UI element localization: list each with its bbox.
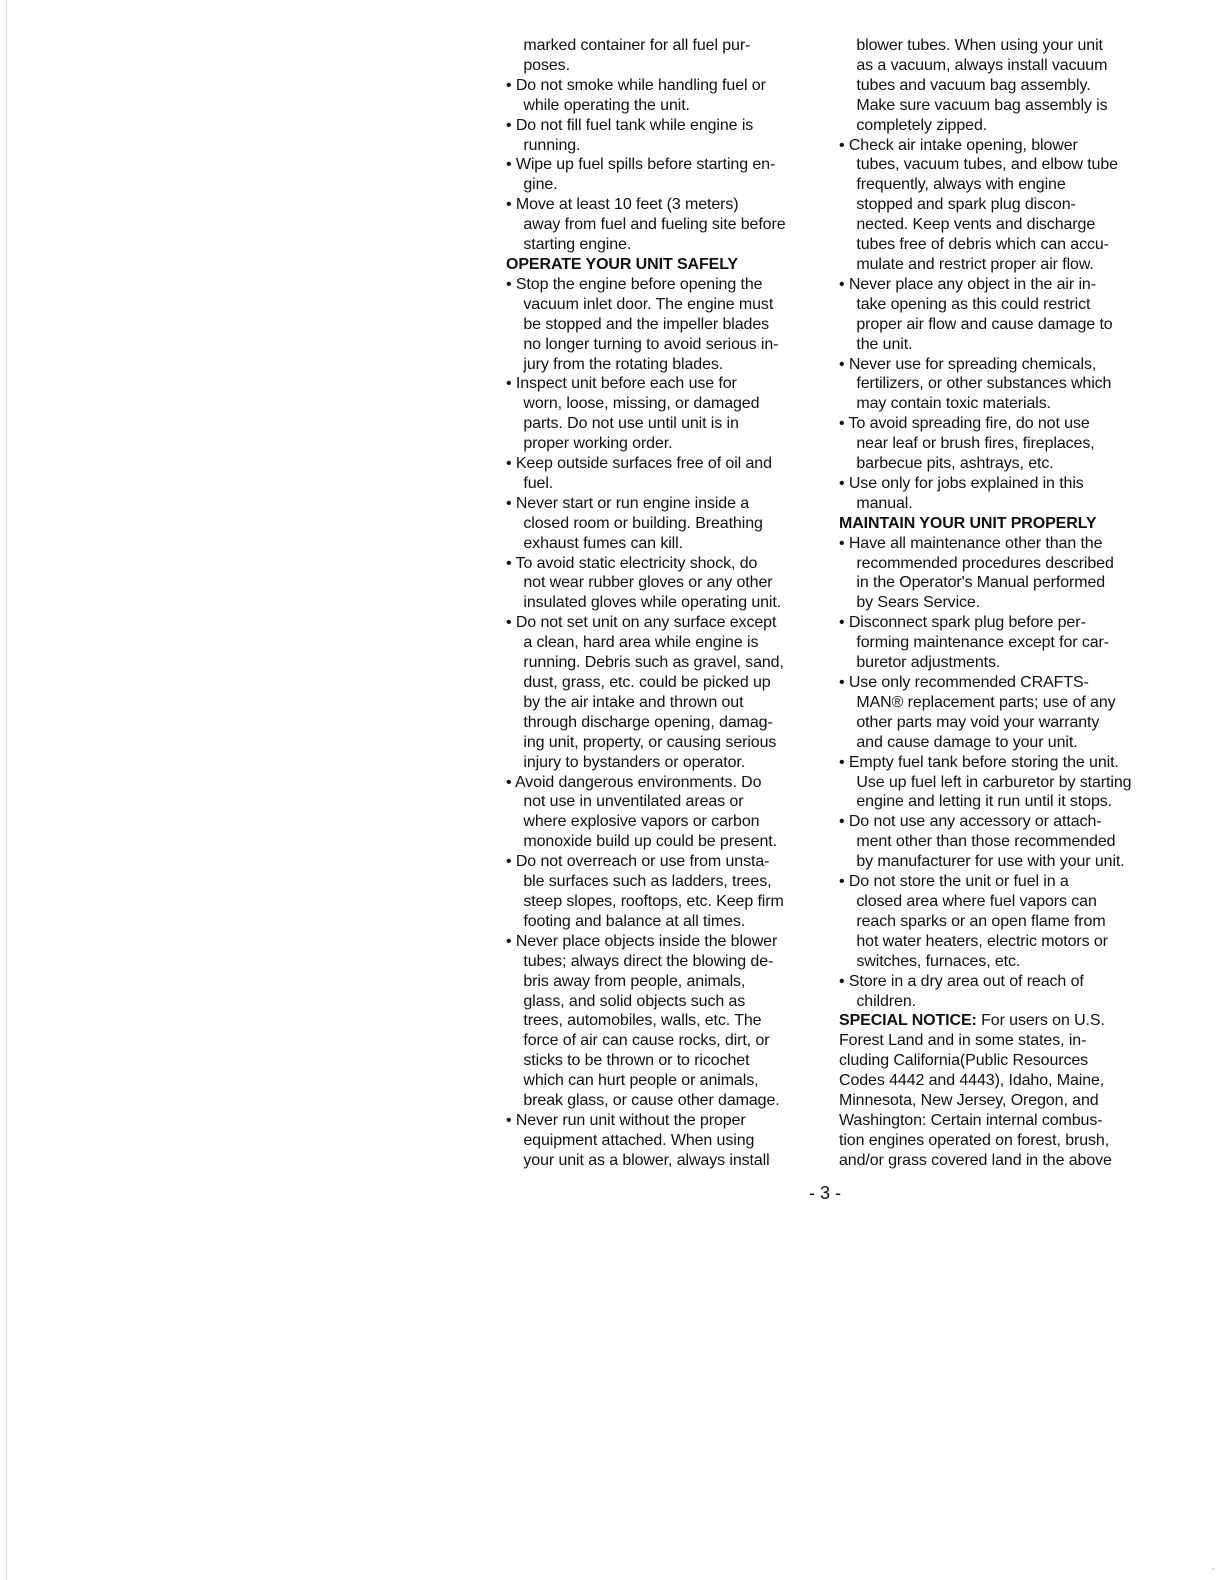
text-line: while operating the unit. bbox=[506, 96, 690, 114]
text-line: completely zipped. bbox=[839, 116, 988, 134]
text-line: children. bbox=[839, 992, 916, 1010]
text-line: switches, furnaces, etc. bbox=[839, 952, 1021, 970]
text-line: • To avoid spreading fire, do not use bbox=[839, 415, 1090, 433]
text-line: running. Debris such as gravel, sand, bbox=[506, 654, 784, 672]
text-line: not wear rubber gloves or any other bbox=[506, 574, 773, 592]
text-line: the unit. bbox=[839, 335, 913, 353]
text-line: • Do not smoke while handling fuel or bbox=[506, 76, 766, 94]
text-line: marked container for all fuel pur- bbox=[506, 37, 751, 54]
text-line: other parts may void your warranty bbox=[839, 713, 1100, 731]
text-line: tion engines operated on forest, brush, bbox=[839, 1131, 1110, 1149]
text-line: equipment attached. When using bbox=[506, 1131, 755, 1149]
text-line: away from fuel and fueling site before bbox=[506, 216, 786, 234]
text-line: force of air can cause rocks, dirt, or bbox=[506, 1032, 770, 1050]
text-line: • Use only recommended CRAFTS- bbox=[839, 674, 1089, 691]
special-notice-text: For users on U.S. bbox=[976, 1012, 1105, 1030]
page-edge-line bbox=[6, 0, 7, 1580]
text-line: Use up fuel left in carburetor by starting bbox=[839, 773, 1132, 791]
text-line: Codes 4442 and 4443), Idaho, Maine, bbox=[839, 1072, 1105, 1090]
text-line: blower tubes. When using your unit bbox=[839, 37, 1103, 54]
text-line: proper working order. bbox=[506, 435, 673, 453]
text-line: • Move at least 10 feet (3 meters) bbox=[506, 196, 739, 214]
special-notice-label: SPECIAL NOTICE: bbox=[839, 1012, 977, 1030]
text-line: • Never run unit without the proper bbox=[506, 1111, 746, 1129]
text-line: injury to bystanders or operator. bbox=[506, 753, 746, 771]
text-line: tubes; always direct the blowing de- bbox=[506, 952, 774, 970]
text-line: hot water heaters, electric motors or bbox=[839, 932, 1108, 950]
text-line: • Stop the engine before opening the bbox=[506, 275, 763, 293]
text-line: reach sparks or an open flame from bbox=[839, 912, 1106, 930]
text-line: steep slopes, rooftops, etc. Keep firm bbox=[506, 892, 784, 910]
text-line: stopped and spark plug discon- bbox=[839, 196, 1076, 214]
text-line: frequently, always with engine bbox=[839, 176, 1066, 194]
text-line: where explosive vapors or carbon bbox=[506, 813, 760, 831]
text-line: tubes free of debris which can accu- bbox=[839, 236, 1109, 254]
page-number: - 3 - bbox=[808, 1183, 841, 1203]
text-line: be stopped and the impeller blades bbox=[506, 315, 770, 333]
text-line: Make sure vacuum bag assembly is bbox=[839, 96, 1108, 114]
text-line: manual. bbox=[839, 494, 913, 512]
section-heading: OPERATE YOUR UNIT SAFELY bbox=[506, 255, 739, 273]
text-line: • Keep outside surfaces free of oil and bbox=[506, 455, 772, 473]
text-line: glass, and solid objects such as bbox=[506, 992, 746, 1010]
text-line: • Do not set unit on any surface except bbox=[506, 614, 777, 632]
text-line: barbecue pits, ashtrays, etc. bbox=[839, 455, 1054, 473]
text-line: • To avoid static electricity shock, do bbox=[506, 554, 758, 572]
text-line: which can hurt people or animals, bbox=[506, 1072, 759, 1090]
text-line: take opening as this could restrict bbox=[839, 295, 1091, 313]
text-line: ment other than those recommended bbox=[839, 833, 1116, 851]
text-line: • Use only for jobs explained in this bbox=[839, 474, 1084, 492]
left-text-column bbox=[506, 36, 838, 1171]
text-line: Washington: Certain internal combus- bbox=[839, 1111, 1103, 1129]
scan-speck bbox=[1212, 1568, 1214, 1570]
text-line: • Wipe up fuel spills before starting en- bbox=[506, 156, 776, 174]
text-line: insulated gloves while operating unit. bbox=[506, 594, 782, 612]
text-line: dust, grass, etc. could be picked up bbox=[506, 674, 771, 691]
text-line: break glass, or cause other damage. bbox=[506, 1092, 780, 1110]
special-notice-line bbox=[839, 1011, 1179, 1031]
text-line: running. bbox=[506, 136, 581, 154]
text-line: your unit as a blower, always install bbox=[506, 1151, 770, 1169]
text-line: mulate and restrict proper air flow. bbox=[839, 255, 1094, 273]
text-line: near leaf or brush fires, fireplaces, bbox=[839, 435, 1095, 453]
text-line: ing unit, property, or causing serious bbox=[506, 733, 777, 751]
text-line: by Sears Service. bbox=[839, 594, 981, 612]
text-line: • Never use for spreading chemicals, bbox=[839, 355, 1097, 373]
text-line: a clean, hard area while engine is bbox=[506, 634, 759, 652]
text-line: closed room or building. Breathing bbox=[506, 514, 763, 532]
text-line: not use in unventilated areas or bbox=[506, 793, 744, 811]
text-line: no longer turning to avoid serious in- bbox=[506, 335, 779, 353]
text-line: proper air flow and cause damage to bbox=[839, 315, 1113, 333]
text-line: • Avoid dangerous environments. Do bbox=[506, 773, 762, 791]
text-line: and cause damage to your unit. bbox=[839, 733, 1078, 751]
text-line: ble surfaces such as ladders, trees, bbox=[506, 873, 772, 891]
text-line: starting engine. bbox=[506, 236, 632, 254]
text-line: fertilizers, or other substances which bbox=[839, 375, 1112, 393]
text-line: gine. bbox=[506, 176, 558, 194]
text-line: • Do not overreach or use from unsta- bbox=[506, 853, 770, 871]
section-heading: MAINTAIN YOUR UNIT PROPERLY bbox=[839, 514, 1097, 532]
text-line: • Check air intake opening, blower bbox=[839, 136, 1078, 154]
text-line: fuel. bbox=[506, 474, 554, 492]
text-line: Forest Land and in some states, in- bbox=[839, 1032, 1087, 1050]
text-line: and/or grass covered land in the above bbox=[839, 1151, 1112, 1169]
text-line: engine and letting it run until it stops. bbox=[839, 793, 1113, 811]
text-line: worn, loose, missing, or damaged bbox=[506, 395, 760, 413]
text-line: • Disconnect spark plug before per- bbox=[839, 614, 1086, 632]
text-line: • Do not store the unit or fuel in a bbox=[839, 873, 1069, 891]
text-line: • Store in a dry area out of reach of bbox=[839, 972, 1084, 990]
text-line: nected. Keep vents and discharge bbox=[839, 216, 1096, 234]
right-text-column bbox=[839, 36, 1179, 1171]
text-line: may contain toxic materials. bbox=[839, 395, 1051, 413]
text-line: parts. Do not use until unit is in bbox=[506, 415, 739, 433]
text-line: • Empty fuel tank before storing the unit. bbox=[839, 753, 1119, 771]
text-line: bris away from people, animals, bbox=[506, 972, 746, 990]
text-line: footing and balance at all times. bbox=[506, 912, 746, 930]
text-line: MAN® replacement parts; use of any bbox=[839, 693, 1116, 711]
text-line: recommended procedures described bbox=[839, 554, 1114, 572]
text-line: in the Operator's Manual performed bbox=[839, 574, 1106, 592]
text-line: sticks to be thrown or to ricochet bbox=[506, 1052, 750, 1070]
text-line: vacuum inlet door. The engine must bbox=[506, 295, 774, 313]
text-line: cluding California(Public Resources bbox=[839, 1052, 1089, 1070]
text-line: • Never place objects inside the blower bbox=[506, 932, 778, 950]
text-line: • Never start or run engine inside a bbox=[506, 494, 750, 512]
text-line: buretor adjustments. bbox=[839, 654, 1001, 672]
text-line: as a vacuum, always install vacuum bbox=[839, 56, 1108, 74]
text-line: tubes and vacuum bag assembly. bbox=[839, 76, 1091, 94]
text-line: • Never place any object in the air in- bbox=[839, 275, 1096, 293]
text-line: closed area where fuel vapors can bbox=[839, 892, 1097, 910]
text-line: • Have all maintenance other than the bbox=[839, 534, 1103, 552]
text-line: trees, automobiles, walls, etc. The bbox=[506, 1012, 762, 1030]
text-line: by the air intake and thrown out bbox=[506, 693, 744, 711]
text-line: exhaust fumes can kill. bbox=[506, 534, 683, 552]
text-line: Minnesota, New Jersey, Oregon, and bbox=[839, 1092, 1099, 1110]
text-line: through discharge opening, damag- bbox=[506, 713, 773, 731]
text-line: • Do not fill fuel tank while engine is bbox=[506, 116, 754, 134]
text-line: forming maintenance except for car- bbox=[839, 634, 1109, 652]
text-line: jury from the rotating blades. bbox=[506, 355, 724, 373]
text-line: tubes, vacuum tubes, and elbow tube bbox=[839, 156, 1118, 174]
text-line: poses. bbox=[506, 56, 570, 74]
text-line: • Inspect unit before each use for bbox=[506, 375, 737, 393]
text-line: • Do not use any accessory or attach- bbox=[839, 813, 1102, 831]
text-line: monoxide build up could be present. bbox=[506, 833, 777, 851]
text-line: by manufacturer for use with your unit. bbox=[839, 853, 1125, 871]
